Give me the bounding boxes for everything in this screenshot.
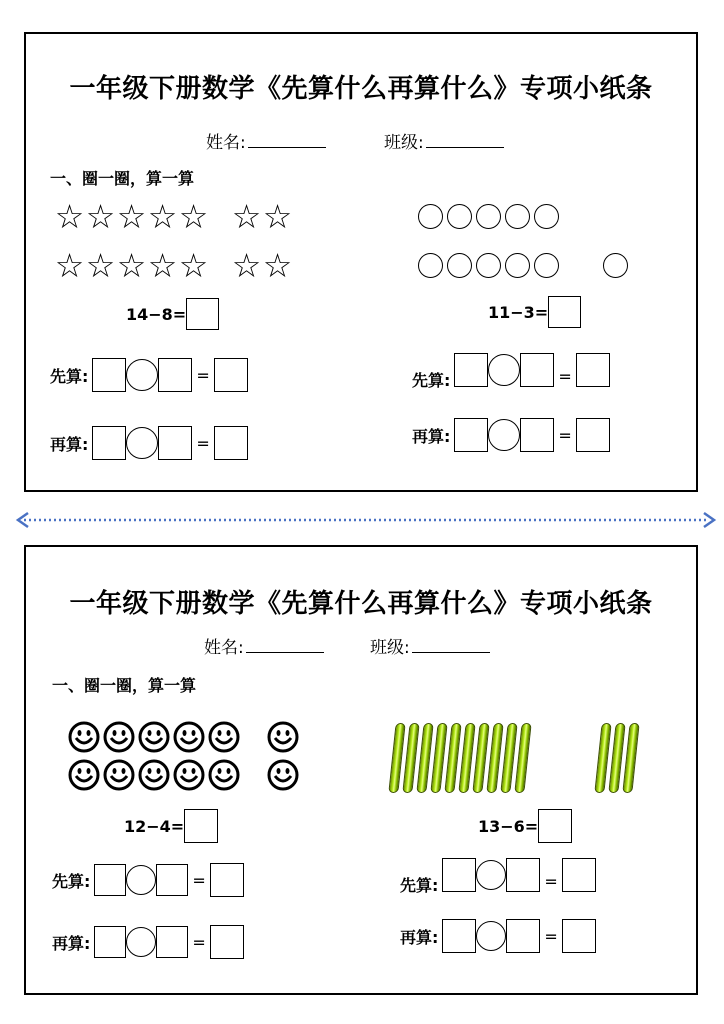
star-outline-icon: ☆: [262, 246, 293, 285]
first-step-label: 先算:: [50, 366, 89, 386]
stick-group-ten: [392, 723, 532, 793]
operand-box[interactable]: [158, 358, 192, 392]
operator-circle[interactable]: [488, 354, 520, 386]
operand-box[interactable]: [94, 864, 126, 896]
problem-right: [478, 809, 572, 843]
class-label: 班级:: [370, 638, 410, 658]
smiley-face-icon: [267, 759, 299, 791]
operator-circle[interactable]: [126, 927, 156, 957]
smiley-face-icon: [68, 759, 100, 791]
answer-box[interactable]: [538, 809, 572, 843]
smiley-face-icon: [267, 721, 299, 753]
worksheet-card-1: [24, 32, 698, 492]
first-step-label: 先算:: [412, 371, 451, 390]
section-title: 一、圈一圈，算一算: [50, 169, 195, 188]
smiley-face-icon: [208, 721, 240, 753]
problem-text: 13−6=: [478, 816, 539, 836]
star-outline-icon: ☆: [85, 246, 116, 285]
problem-left: [124, 809, 218, 843]
operand-box[interactable]: [156, 864, 188, 896]
answer-box[interactable]: [184, 809, 218, 843]
operand-box[interactable]: [506, 919, 540, 953]
circle-outline-icon: [418, 253, 443, 278]
star-outline-icon: ☆: [178, 197, 209, 236]
then-step-label: 再算:: [412, 426, 451, 446]
circle-outline-icon: [476, 204, 501, 229]
result-box[interactable]: [210, 925, 244, 959]
result-box[interactable]: [562, 919, 596, 953]
class-field: [370, 633, 490, 658]
star-outline-icon: ☆: [116, 246, 147, 285]
circle-outline-icon: [418, 204, 443, 229]
result-box[interactable]: [214, 358, 248, 392]
smiley-face-icon: [68, 721, 100, 753]
smiley-face-icon: [103, 721, 135, 753]
section-title: 一、圈一圈，算一算: [52, 676, 197, 695]
circle-outline-icon: [447, 204, 472, 229]
operand-box[interactable]: [442, 919, 476, 953]
star-outline-icon: ☆: [85, 197, 116, 236]
double-arrow-icon: [14, 509, 718, 531]
equals-sign: =: [192, 870, 206, 890]
star-outline-icon: ☆: [178, 246, 209, 285]
equals-sign: =: [544, 872, 558, 891]
circle-row-2: [418, 253, 632, 278]
then-step-right: [400, 919, 596, 953]
then-step-left: [52, 925, 244, 959]
problem-right: [488, 296, 581, 328]
circle-outline-icon: [534, 253, 559, 278]
first-step-right: [412, 348, 610, 391]
star-row-2: [54, 246, 293, 285]
then-step-label: 再算:: [52, 933, 91, 953]
star-outline-icon: ☆: [231, 197, 262, 236]
then-step-right: [412, 418, 610, 452]
circle-outline-icon: [447, 253, 472, 278]
counting-stick-icon: [622, 723, 639, 793]
result-box[interactable]: [562, 858, 596, 892]
circle-outline-icon: [505, 204, 530, 229]
operand-box[interactable]: [506, 858, 540, 892]
circle-outline-icon: [505, 253, 530, 278]
star-outline-icon: ☆: [147, 197, 178, 236]
then-step-label: 再算:: [400, 927, 439, 947]
student-name-field: [204, 633, 324, 658]
operand-box[interactable]: [92, 426, 126, 460]
first-step-right: [400, 853, 596, 896]
operand-box[interactable]: [454, 418, 488, 452]
smiley-face-icon: [103, 759, 135, 791]
class-blank[interactable]: [426, 131, 504, 148]
student-name-field: [206, 128, 326, 153]
class-label: 班级:: [384, 133, 424, 153]
star-outline-icon: ☆: [231, 246, 262, 285]
then-step-label: 再算:: [50, 434, 89, 454]
smiley-face-icon: [208, 759, 240, 791]
smiley-face-icon: [138, 721, 170, 753]
operand-box[interactable]: [520, 418, 554, 452]
equals-sign: =: [196, 365, 210, 385]
circle-row-1: [418, 204, 563, 229]
circle-outline-icon: [603, 253, 628, 278]
smiley-row-2: [68, 759, 302, 791]
worksheet-card-2: [24, 545, 698, 995]
answer-box[interactable]: [548, 296, 581, 328]
equals-sign: =: [558, 425, 572, 445]
operand-box[interactable]: [442, 858, 476, 892]
circle-outline-icon: [476, 253, 501, 278]
class-blank[interactable]: [412, 636, 490, 653]
operator-circle[interactable]: [126, 427, 158, 459]
worksheet-title: 一年级下册数学《先算什么再算什么》专项小纸条: [69, 74, 653, 104]
problem-text: 11−3=: [488, 302, 549, 322]
problem-text: 14−8=: [126, 304, 187, 324]
operator-circle[interactable]: [488, 419, 520, 451]
result-box[interactable]: [210, 863, 244, 897]
first-step-left: [50, 358, 248, 392]
smiley-row-1: [68, 721, 302, 753]
then-step-left: [50, 426, 248, 460]
star-outline-icon: ☆: [147, 246, 178, 285]
operator-circle[interactable]: [126, 865, 156, 895]
operand-box[interactable]: [520, 353, 554, 387]
class-field: [384, 128, 504, 153]
operand-box[interactable]: [92, 358, 126, 392]
operand-box[interactable]: [156, 926, 188, 958]
first-step-left: [52, 863, 244, 897]
smiley-face-icon: [138, 759, 170, 791]
star-outline-icon: ☆: [54, 246, 85, 285]
name-blank[interactable]: [246, 636, 324, 653]
result-box[interactable]: [576, 418, 610, 452]
name-label: 姓名:: [204, 638, 244, 658]
operand-box[interactable]: [94, 926, 126, 958]
worksheet-title: 一年级下册数学《先算什么再算什么》专项小纸条: [69, 589, 653, 619]
stick-group-ones: [598, 723, 640, 793]
problem-text: 12−4=: [124, 816, 185, 836]
equals-sign: =: [558, 367, 572, 386]
name-blank[interactable]: [248, 131, 326, 148]
star-row-1: [54, 197, 293, 236]
operand-box[interactable]: [158, 426, 192, 460]
smiley-face-icon: [173, 759, 205, 791]
name-label: 姓名:: [206, 133, 246, 153]
result-box[interactable]: [214, 426, 248, 460]
operator-circle[interactable]: [126, 359, 158, 391]
operand-box[interactable]: [454, 353, 488, 387]
equals-sign: =: [192, 932, 206, 952]
star-outline-icon: ☆: [54, 197, 85, 236]
first-step-label: 先算:: [400, 876, 439, 895]
star-outline-icon: ☆: [262, 197, 293, 236]
answer-box[interactable]: [186, 298, 219, 330]
problem-left: [126, 298, 219, 330]
operator-circle[interactable]: [476, 921, 506, 951]
equals-sign: =: [196, 433, 210, 453]
first-step-label: 先算:: [52, 871, 91, 891]
star-outline-icon: ☆: [116, 197, 147, 236]
operator-circle[interactable]: [476, 860, 506, 890]
counting-stick-icon: [514, 723, 531, 793]
equals-sign: =: [544, 926, 558, 946]
result-box[interactable]: [576, 353, 610, 387]
smiley-face-icon: [173, 721, 205, 753]
circle-outline-icon: [534, 204, 559, 229]
